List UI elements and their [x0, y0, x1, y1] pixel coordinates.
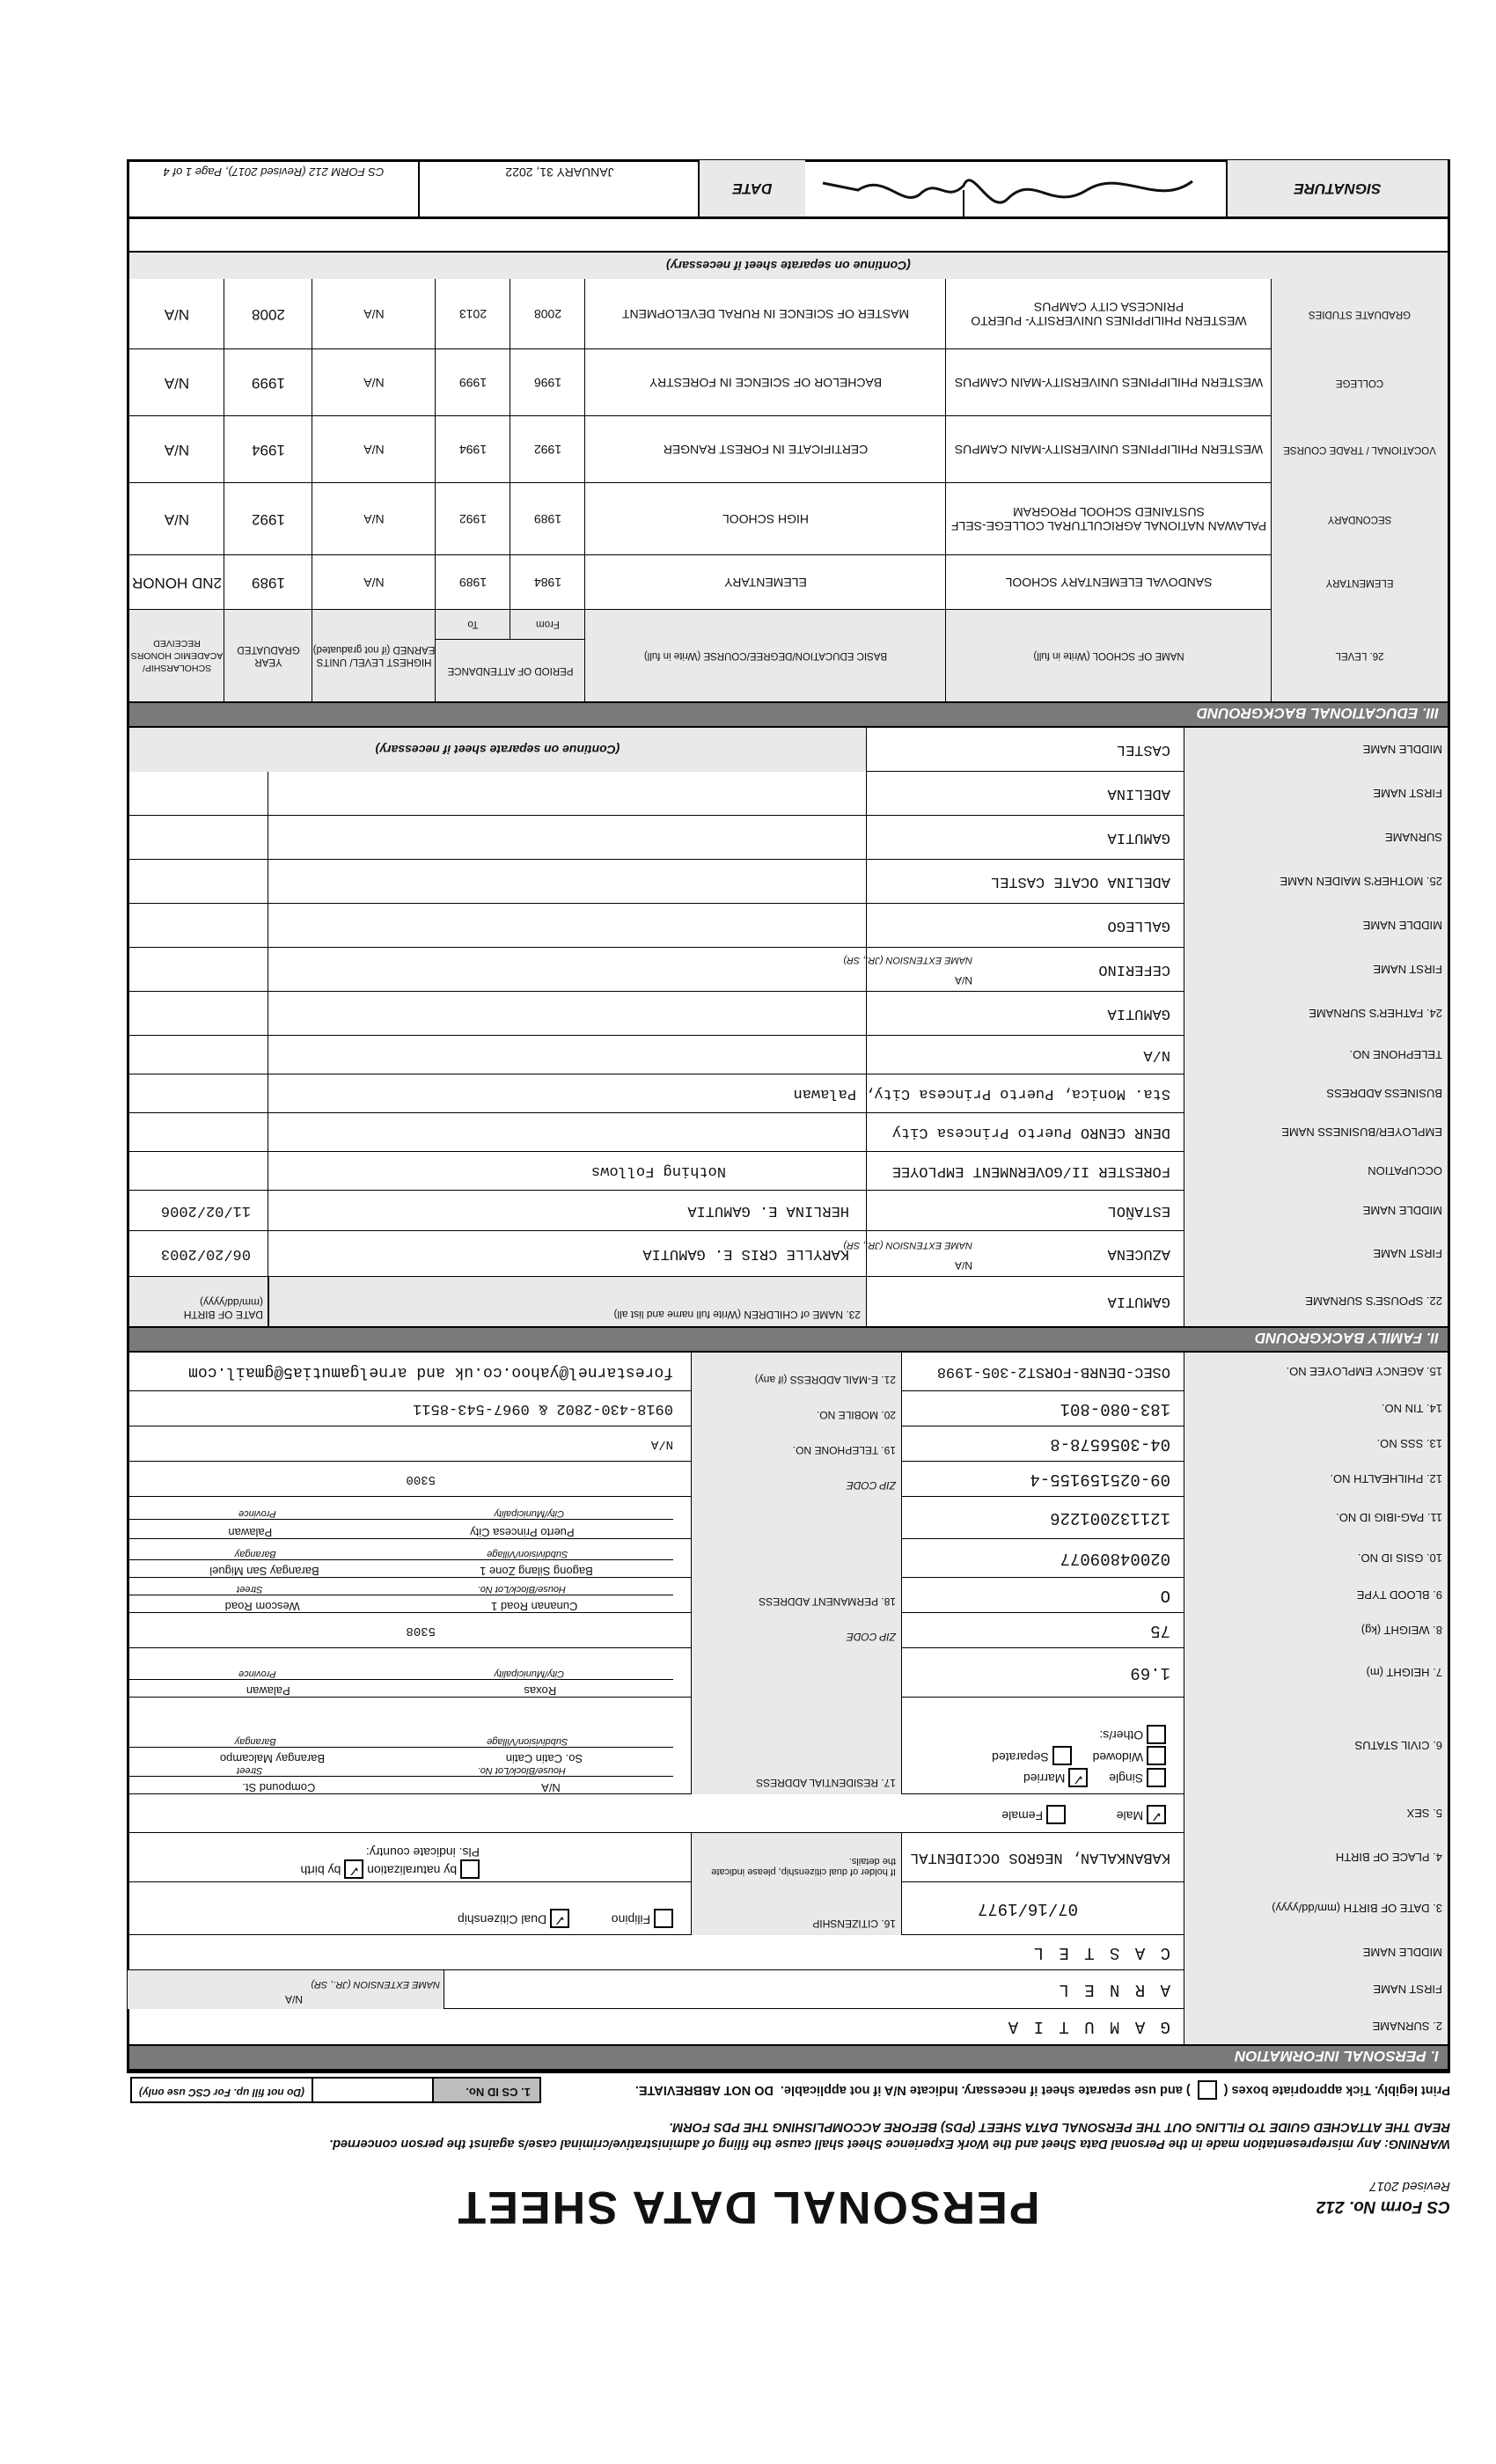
- edu-year[interactable]: 1994: [224, 416, 312, 483]
- edu-from[interactable]: 1992: [510, 416, 585, 483]
- row-spouse-first: [129, 1230, 1448, 1277]
- edu-honors[interactable]: N/A: [164, 306, 190, 323]
- business-address-value[interactable]: Sta. Monica, Puerto Princesa City, Palawan: [793, 1085, 1170, 1103]
- row-mother-surname: [129, 815, 1448, 860]
- female-label: Female: [1001, 1808, 1044, 1823]
- res-province[interactable]: Palawan: [246, 1684, 290, 1698]
- form-code: CS Form No. 212: [1316, 2197, 1450, 2216]
- edu-units[interactable]: N/A: [312, 349, 436, 416]
- edu-header-period: PERIOD OF ATTENDANCE: [435, 640, 585, 701]
- row-father-middle: [129, 903, 1448, 948]
- father-first-value[interactable]: CEFERINO: [1098, 961, 1170, 979]
- first-name-value[interactable]: A R N E L: [1056, 1980, 1170, 1999]
- row-agency: [129, 1353, 1448, 1391]
- signature-label: SIGNATURE: [1226, 160, 1448, 216]
- pagibig-label: 11. PAG-IBIG ID NO.: [1184, 1497, 1448, 1539]
- edu-year[interactable]: 1992: [224, 483, 312, 555]
- edu-to[interactable]: 1994: [435, 416, 510, 483]
- business-address-label: BUSINESS ADDRESS: [1184, 1074, 1448, 1113]
- row-pob: [129, 1832, 1448, 1882]
- instructions-text-2: ) and use separate sheet if necessary. Indicate N/A if not applicable.: [780, 2083, 1191, 2097]
- pagibig-value[interactable]: 121132001226: [1050, 1508, 1170, 1528]
- name-ext-label: NAME EXTENSION (JR., SR): [311, 1979, 440, 1990]
- edu-units[interactable]: N/A: [312, 279, 436, 349]
- civil-status-label: 6. CIVIL STATUS: [1184, 1698, 1448, 1794]
- sss-label: 13. SSS NO.: [1184, 1426, 1448, 1462]
- res-city-block: [129, 1668, 673, 1698]
- section-family-background: II. FAMILY BACKGROUND: [129, 1326, 1448, 1353]
- read-guide-line: READ THE ATTACHED GUIDE TO FILLING OUT THE PERSONAL DATA SHEET (PDS) BEFORE ACCOMPLISHING THE PDS FORM.: [669, 2120, 1450, 2134]
- date-label: DATE: [698, 160, 805, 216]
- surname-value[interactable]: G A M U T I A: [1005, 2017, 1170, 2036]
- edu-school[interactable]: WESTERN PHILIPPINES UNIVERSITY-MAIN CAMPUS: [945, 349, 1272, 416]
- weight-label: 8. WEIGHT (kg): [1184, 1613, 1448, 1648]
- signature-field[interactable]: [803, 160, 1228, 216]
- widowed-label: Widowed: [1092, 1749, 1144, 1764]
- child-2-name[interactable]: HERLINA E. GAMUTIA: [687, 1202, 849, 1220]
- spouse-ext-label: NAME EXTENSION (JR., SR): [843, 1240, 972, 1250]
- by-birth-checkbox[interactable]: ✓: [344, 1859, 363, 1879]
- single-label: Single: [1109, 1771, 1144, 1786]
- edu-from[interactable]: 1984: [510, 555, 585, 610]
- res-subdivision[interactable]: So. Catin Catin: [505, 1752, 583, 1765]
- perm-zip-label: ZIP CODE: [691, 1462, 902, 1497]
- mother-middle-label: MIDDLE NAME: [1184, 728, 1448, 772]
- middle-name-label: MIDDLE NAME: [1184, 1935, 1448, 1970]
- row-business-address: [129, 1074, 1448, 1113]
- gsis-label: 10. GSIS ID NO.: [1184, 1539, 1448, 1578]
- res-barangay[interactable]: Barangay Malcampo: [219, 1752, 326, 1765]
- child-2-dob[interactable]: 11/02/2006: [160, 1202, 251, 1220]
- perm-subdivision-label: Subdivision/Village: [487, 1549, 568, 1559]
- edu-to[interactable]: 1999: [435, 349, 510, 416]
- edu-header-course: BASIC EDUCATION/DEGREE/COURSE (Write in full): [584, 610, 946, 701]
- edu-to[interactable]: 2013: [435, 279, 510, 349]
- edu-to[interactable]: 1989: [435, 555, 510, 610]
- sex-label: 5. SEX: [1184, 1794, 1448, 1833]
- no-abbreviate: DO NOT ABBREVIATE.: [634, 2083, 774, 2097]
- row-spouse-tel: [129, 1035, 1448, 1074]
- female-checkbox[interactable]: [1046, 1805, 1066, 1824]
- perm-city[interactable]: Puerto Princesa City: [470, 1526, 575, 1539]
- edu-level: ELEMENTARY: [1271, 555, 1448, 610]
- row-height: [129, 1647, 1448, 1698]
- row-philhealth: [129, 1461, 1448, 1497]
- row-mother-first: [129, 771, 1448, 816]
- tick-box-sample: [1198, 2080, 1217, 2100]
- male-label: Male: [1116, 1808, 1144, 1823]
- spouse-middle-label: MIDDLE NAME: [1184, 1191, 1448, 1231]
- edu-course[interactable]: MASTER OF SCIENCE IN RURAL DEVELOPMENT: [584, 279, 946, 349]
- dob-label: 3. DATE OF BIRTH (mm/dd/yyyy): [1184, 1882, 1448, 1935]
- edu-course[interactable]: HIGH SCHOOL: [584, 483, 946, 555]
- edu-row-college: [129, 348, 1448, 416]
- children-dob-label: DATE OF BIRTH (mm/dd/yyyy): [129, 1277, 268, 1326]
- cs-id-field[interactable]: [313, 2079, 432, 2101]
- date-value[interactable]: JANUARY 31, 2022: [418, 160, 700, 216]
- edu-school[interactable]: WESTERN PHILIPPINES UNIVERSITY- PUERTO PRINCESA CITY CAMPUS: [945, 279, 1272, 349]
- others-checkbox[interactable]: [1147, 1725, 1166, 1744]
- edu-year[interactable]: 2008: [224, 279, 312, 349]
- row-weight: [129, 1612, 1448, 1648]
- father-surname-value[interactable]: GAMUTIA: [1107, 1005, 1170, 1023]
- spouse-first-value[interactable]: AZUCENA: [1107, 1245, 1170, 1263]
- mother-middle-value[interactable]: CASTEL: [1116, 741, 1170, 759]
- permanent-label: 18. PERMANENT ADDRESS: [691, 1578, 902, 1613]
- edu-header-from: From: [510, 610, 585, 640]
- res-city-label: City/Municipality: [494, 1668, 565, 1679]
- row-father-first: [129, 947, 1448, 992]
- perm-street-label: Street: [237, 1584, 263, 1595]
- married-checkbox[interactable]: ✓: [1068, 1768, 1088, 1787]
- row-mother-maiden: [129, 859, 1448, 904]
- father-middle-label: MIDDLE NAME: [1184, 904, 1448, 948]
- row-gsis: [129, 1538, 1448, 1578]
- tin-label: 14. TIN NO.: [1184, 1391, 1448, 1426]
- tin-value[interactable]: 183-080-801: [1060, 1399, 1170, 1419]
- instructions-text: Print legibly. Tick appropriate boxes (: [1223, 2083, 1450, 2097]
- row-middle-name: [129, 1934, 1448, 1970]
- res-street[interactable]: Compound St.: [242, 1781, 316, 1794]
- row-pagibig: [129, 1496, 1448, 1539]
- row-first-name: [129, 1969, 1448, 2009]
- philhealth-value[interactable]: 09-025159155-4: [1030, 1470, 1170, 1489]
- perm-house[interactable]: Cunanan Road 1: [491, 1600, 578, 1613]
- male-checkbox[interactable]: ✓: [1147, 1805, 1166, 1824]
- dual-note: If holder of dual citizenship, please indicate the details.: [691, 1833, 902, 1882]
- row-dob: [129, 1881, 1448, 1935]
- row-tin: [129, 1390, 1448, 1426]
- surname-label: 2. SURNAME: [1184, 2009, 1448, 2044]
- filipino-label: Filipino: [611, 1912, 651, 1927]
- agency-value[interactable]: OSEC-DENRB-FORST2-305-1998: [936, 1363, 1170, 1381]
- edu-units[interactable]: N/A: [312, 416, 436, 483]
- perm-label-cont: [691, 1539, 902, 1578]
- residential-label: 17. RESIDENTIAL ADDRESS: [691, 1698, 902, 1794]
- mother-surname-value[interactable]: GAMUTIA: [1107, 829, 1170, 847]
- perm-province[interactable]: Palawan: [228, 1526, 273, 1539]
- row-occupation: [129, 1151, 1448, 1191]
- warning-text: [130, 2118, 1450, 2152]
- blood-type-label: 9. BLOOD TYPE: [1184, 1578, 1448, 1613]
- tel-label: 19. TELEPHONE NO.: [691, 1426, 902, 1462]
- edu-row-secondary: [129, 482, 1448, 555]
- employer-label: EMPLOYER/BUSINESS NAME: [1184, 1113, 1448, 1152]
- section-educational-background: III. EDUCATIONAL BACKGROUND: [129, 701, 1448, 728]
- employer-value[interactable]: DENR CENRO Puerto Princesa City: [891, 1124, 1170, 1141]
- weight-value[interactable]: 75: [1150, 1621, 1170, 1640]
- agency-label: 15. AGENCY EMPLOYEE NO.: [1184, 1353, 1448, 1391]
- edu-header-honors: SCHOLARSHIP/ ACADEMIC HONORS RECEIVED: [130, 638, 224, 673]
- by-naturalization-checkbox[interactable]: [460, 1859, 480, 1879]
- edu-units[interactable]: N/A: [312, 555, 436, 610]
- res-barangay-label: Barangay: [234, 1736, 276, 1747]
- middle-name-value[interactable]: C A S T E L: [1030, 1943, 1170, 1962]
- mother-maiden-label: 25. MOTHER'S MAIDEN NAME: [1184, 860, 1448, 904]
- mother-first-value[interactable]: ADELINA: [1107, 785, 1170, 803]
- father-first-label: FIRST NAME: [1184, 948, 1448, 992]
- email-value[interactable]: forestarnel@yahoo.co.uk and arnelgamutia5@gmail.com: [188, 1363, 673, 1381]
- perm-street[interactable]: Wescom Road: [224, 1600, 300, 1613]
- gsis-value[interactable]: 02004809077: [1060, 1549, 1170, 1568]
- form-page-note: CS FORM 212 (Revised 2017), Page 1 of 4: [163, 165, 385, 179]
- edu-honors[interactable]: 2ND HONOR: [132, 575, 223, 591]
- row-civil-status: [129, 1697, 1448, 1794]
- married-label: Married: [1023, 1771, 1066, 1786]
- mother-first-label: FIRST NAME: [1184, 772, 1448, 816]
- edu-header-units: HIGHEST LEVEL/ UNITS EARNED (if not graduated): [312, 610, 436, 701]
- form-revision: Revised 2017: [1369, 2179, 1450, 2194]
- perm-province-label: Province: [238, 1508, 276, 1519]
- civil-status-options: [992, 1725, 1166, 1789]
- filipino-checkbox[interactable]: [654, 1909, 673, 1928]
- mobile-label: 20. MOBILE NO.: [691, 1391, 902, 1426]
- mother-surname-label: SURNAME: [1184, 816, 1448, 860]
- edu-year[interactable]: 1989: [224, 555, 312, 610]
- first-name-label: FIRST NAME: [1184, 1970, 1448, 2009]
- res-city[interactable]: Roxas: [524, 1684, 557, 1698]
- edu-honors[interactable]: N/A: [164, 511, 190, 528]
- father-surname-label: 24. FATHER'S SURNAME: [1184, 992, 1448, 1036]
- cs-id-box: [130, 2077, 541, 2103]
- edu-honors[interactable]: N/A: [164, 375, 190, 392]
- perm-barangay-label: Barangay: [234, 1549, 276, 1559]
- res-zip-label: ZIP CODE: [691, 1613, 902, 1648]
- residential-address-block: [129, 1736, 673, 1794]
- spouse-middle-value[interactable]: ESTAÑOL: [1107, 1202, 1170, 1220]
- sss-value[interactable]: 04-3056578-8: [1050, 1434, 1170, 1454]
- res-street-label: Street: [237, 1765, 263, 1776]
- instructions-bar: [130, 2077, 1450, 2103]
- pob-value[interactable]: KABANKALAN, NEGROS OCCIDENTAL: [910, 1849, 1170, 1866]
- edu-level: VOCATIONAL / TRADE COURSE: [1271, 416, 1448, 483]
- spouse-ext-value[interactable]: N/A: [954, 1259, 972, 1272]
- spouse-surname-value[interactable]: GAMUTIA: [1107, 1293, 1170, 1310]
- spouse-surname-label: 22. SPOUSE'S SURNAME: [1184, 1277, 1448, 1326]
- occupation-value[interactable]: FORESTER II/GOVERNMENT EMPLOYEE: [891, 1162, 1170, 1180]
- edu-from[interactable]: 1996: [510, 349, 585, 416]
- edu-row-vocational: [129, 415, 1448, 483]
- row-father-surname: [129, 991, 1448, 1036]
- perm-label-cont-2: [691, 1497, 902, 1539]
- edu-header-year: YEAR GRADUATED: [224, 610, 312, 701]
- country-note: Pls. indicate country:: [365, 1845, 480, 1859]
- res-label-cont: [691, 1648, 902, 1698]
- signature-mark: [805, 160, 1228, 216]
- blood-type-value[interactable]: O: [1160, 1586, 1170, 1605]
- pob-label: 4. PLACE OF BIRTH: [1184, 1833, 1448, 1882]
- child-1-name[interactable]: KARYLLE CRIS E. GAMUTIA: [642, 1245, 849, 1263]
- edu-header-row: [129, 609, 1448, 701]
- widowed-checkbox[interactable]: [1147, 1746, 1166, 1765]
- perm-city-block: [129, 1508, 673, 1539]
- edu-header-to: To: [435, 610, 510, 640]
- family-divider: [866, 728, 867, 1326]
- citizenship-options: [458, 1909, 673, 1928]
- page-title: PERSONAL DATA SHEET: [456, 2182, 1040, 2233]
- row-sss: [129, 1426, 1448, 1462]
- father-ext-label: NAME EXTENSION (JR., SR): [843, 955, 972, 965]
- citizenship-detail: [300, 1845, 480, 1879]
- philhealth-label: 12. PHILHEALTH NO.: [1184, 1462, 1448, 1497]
- edu-course[interactable]: CERTIFICATE IN FOREST RANGER: [584, 416, 946, 483]
- cs-id-label: 1. CS ID No.: [432, 2079, 539, 2101]
- row-sex: [129, 1793, 1448, 1833]
- edu-school[interactable]: SANDOVAL ELEMENTARY SCHOOL: [945, 555, 1272, 610]
- father-middle-value[interactable]: GALLEGO: [1107, 917, 1170, 935]
- res-house[interactable]: N/A: [541, 1781, 561, 1794]
- row-spouse-middle: [129, 1190, 1448, 1231]
- edu-course[interactable]: ELEMENTARY: [584, 555, 946, 610]
- section-personal-info: I. PERSONAL INFORMATION: [129, 2044, 1448, 2071]
- father-ext-value[interactable]: N/A: [954, 974, 972, 986]
- separated-checkbox[interactable]: [1052, 1746, 1072, 1765]
- edu-level: COLLEGE: [1271, 349, 1448, 416]
- child-1-dob[interactable]: 06/20/2003: [160, 1245, 251, 1263]
- warning-line: WARNING: Any misrepresentation made in the Personal Data Sheet and the Work Experience Sheet shall cause the filing of administrative/criminal case/s against the person concerned.: [329, 2137, 1450, 2151]
- edu-school[interactable]: WESTERN PHILIPPINES UNIVERSITY-MAIN CAMPUS: [945, 416, 1272, 483]
- edu-level: GRADUATE STUDIES: [1271, 279, 1448, 349]
- mobile-value[interactable]: 0918-430-2802 & 0967-543-8511: [413, 1400, 673, 1418]
- perm-house-label: House/Block/Lot No.: [477, 1584, 566, 1595]
- tel-value[interactable]: N/A: [650, 1437, 673, 1451]
- edu-course[interactable]: BACHELOR OF SCIENCE IN FORESTRY: [584, 349, 946, 416]
- edu-continue-note: (Continue on separate sheet if necessary): [129, 251, 1448, 279]
- edu-from[interactable]: 2008: [510, 279, 585, 349]
- edu-header-level: 26. LEVEL: [1271, 610, 1448, 701]
- edu-honors[interactable]: N/A: [164, 442, 190, 458]
- perm-subdivision[interactable]: Bagong Silang Zone 1: [480, 1565, 593, 1578]
- footer-signature-row: [129, 160, 1448, 219]
- form-frame: [127, 159, 1450, 2073]
- name-ext-box: [128, 1970, 444, 2009]
- dob-value[interactable]: 07/16/1977: [977, 1899, 1078, 1918]
- cs-id-note: (Do not fill up. For CSC use only): [132, 2079, 313, 2101]
- child-3-name[interactable]: Nothing Follows: [590, 1162, 726, 1180]
- edu-year[interactable]: 1999: [224, 349, 312, 416]
- single-checkbox[interactable]: [1147, 1768, 1166, 1787]
- perm-city-label: City/Municipality: [494, 1508, 565, 1519]
- edu-school[interactable]: PALAWAN NATIONAL AGRICULTURAL COLLEGE-SELF SUSTAINED SCHOOL PROGRAM: [945, 483, 1272, 555]
- others-label: Other/s:: [1099, 1728, 1144, 1743]
- citizenship-label: 16. CITIZENSHIP: [691, 1882, 902, 1935]
- spouse-tel-value[interactable]: N/A: [1143, 1046, 1170, 1064]
- perm-house-block: [129, 1584, 673, 1613]
- spouse-first-label: FIRST NAME: [1184, 1231, 1448, 1277]
- row-mother-middle: [129, 728, 1448, 772]
- res-zip-value[interactable]: 5308: [406, 1624, 436, 1638]
- row-surname: [129, 2008, 1448, 2044]
- res-province-label: Province: [238, 1668, 276, 1679]
- edu-header-school: NAME OF SCHOOL (Write in full): [945, 610, 1272, 701]
- edu-level: SECONDARY: [1271, 483, 1448, 555]
- name-ext-value[interactable]: N/A: [284, 1993, 303, 2006]
- row-blood-type: [129, 1577, 1448, 1613]
- family-continue-note: (Continue on separate sheet if necessary): [129, 728, 867, 772]
- dual-citizenship-label: Dual Citizenship: [457, 1912, 547, 1927]
- res-house-label: House/Block/Lot No.: [477, 1765, 566, 1776]
- occupation-label: OCCUPATION: [1184, 1152, 1448, 1191]
- perm-zip-value[interactable]: 5300: [406, 1472, 436, 1486]
- perm-subd-block: [129, 1549, 673, 1578]
- height-label: 7. HEIGHT (m): [1184, 1648, 1448, 1698]
- email-label: 21. E-MAIL ADDRESS (if any): [691, 1353, 902, 1391]
- edu-from[interactable]: 1989: [510, 483, 585, 555]
- separated-label: Separated: [992, 1749, 1049, 1764]
- height-value[interactable]: 1.69: [1130, 1663, 1170, 1683]
- edu-row-elementary: [129, 554, 1448, 610]
- dual-citizenship-checkbox[interactable]: ✓: [550, 1909, 569, 1928]
- edu-units[interactable]: N/A: [312, 483, 436, 555]
- res-subdivision-label: Subdivision/Village: [487, 1736, 568, 1747]
- children-label: 23. NAME of CHILDREN (Write full name and list all): [268, 1277, 867, 1326]
- edu-row-graduate: [129, 278, 1448, 349]
- row-spouse-surname: [129, 1276, 1448, 1326]
- by-birth-label: by birth: [300, 1863, 341, 1878]
- spouse-tel-label: TELEPHONE NO.: [1184, 1036, 1448, 1074]
- edu-to[interactable]: 1992: [435, 483, 510, 555]
- by-naturalization-label: by naturalization: [367, 1863, 458, 1878]
- row-employer: [129, 1112, 1448, 1152]
- sex-options: [1001, 1805, 1166, 1824]
- mother-maiden-value[interactable]: ADELINA OCATE CASTEL: [990, 873, 1170, 891]
- perm-barangay[interactable]: Barangay San Miguel: [209, 1565, 319, 1578]
